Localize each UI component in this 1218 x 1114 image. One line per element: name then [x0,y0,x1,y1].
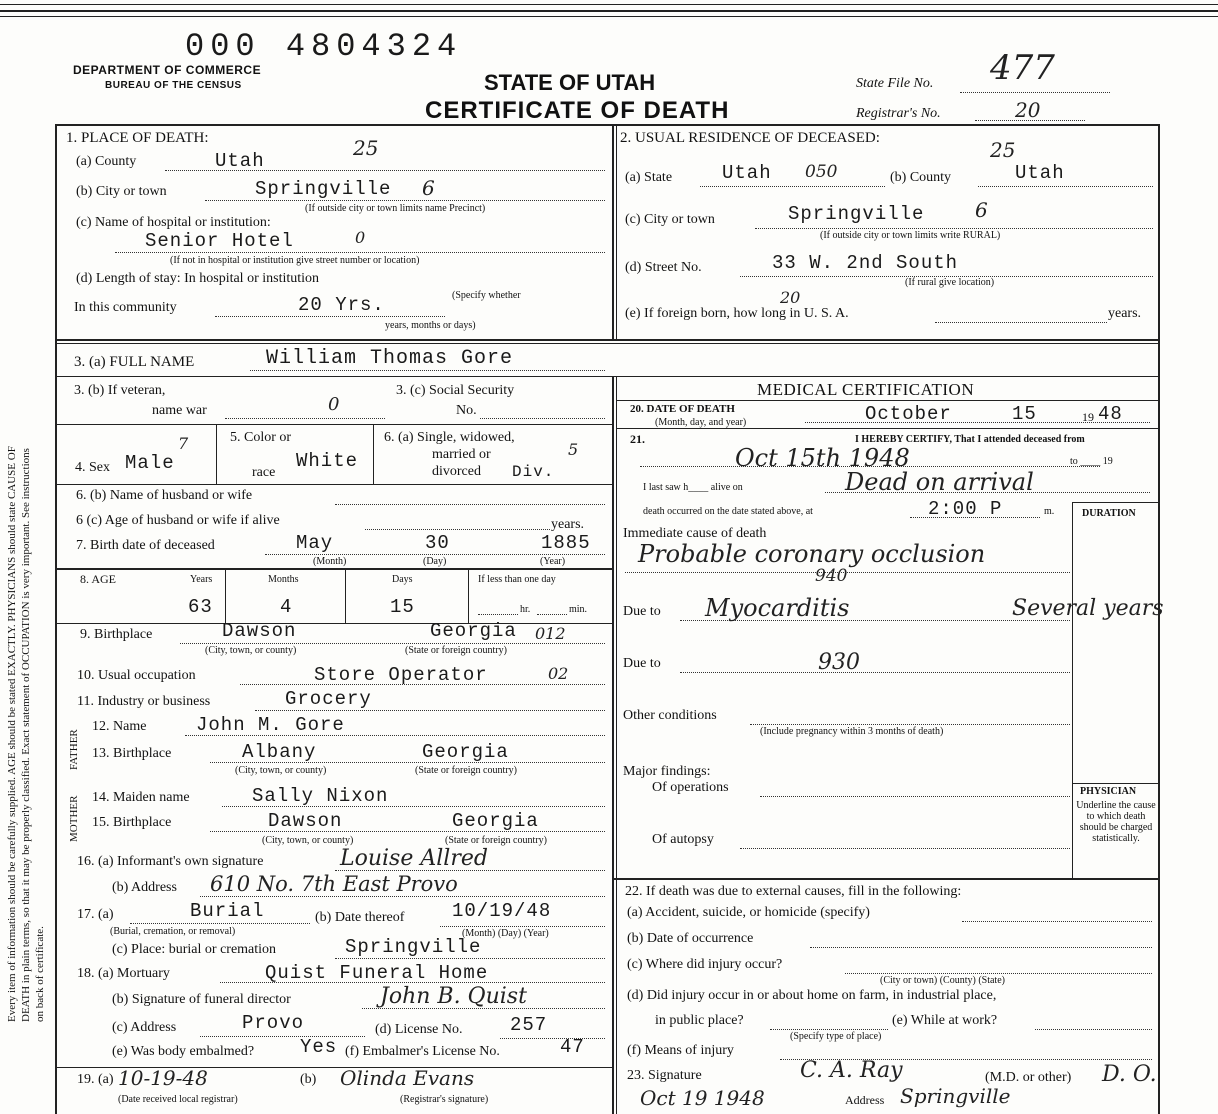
pod-stay-label: (d) Length of stay: In hospital or institution [76,271,320,286]
side-note-line3: on back of certificate. [34,926,46,1022]
ext-a-label: (a) Accident, suicide, or homicide (specify) [627,905,870,920]
occupation-label: 10. Usual occupation [77,668,196,683]
age-years: 63 [188,596,213,618]
other-conditions-hint: (Include pregnancy within 3 months of death) [760,726,944,737]
ext-c-hint: (City or town) (County) (State) [880,975,1005,986]
side-note-line2: DEATH in plain terms, so that it may be properly classified. Exact statement of OCCUPATION is very important. See instructions [20,448,32,1022]
ext-d2-label: in public place? [655,1013,744,1028]
certify-text: I HEREBY CERTIFY, That I attended deceased from [855,434,1085,445]
registrar-sig-hint: (Registrar's signature) [400,1094,489,1105]
license-value: 257 [510,1014,548,1036]
burial-value: Burial [190,900,265,922]
embalmer-label: (f) Embalmer's License No. [345,1044,500,1059]
autopsy-label: Of autopsy [652,832,714,847]
license-label: (d) License No. [375,1022,463,1037]
veteran-label-a: 3. (b) If veteran, [74,383,166,398]
attended-to: to ____ 19 [1070,456,1113,467]
due-to-duration: Several years [1012,596,1164,621]
underline-note: Underline the cause to which death should be charged statistically. [1076,800,1156,844]
duration-label: DURATION [1082,508,1136,519]
due-to2-label: Due to [623,656,661,671]
operations-label: Of operations [652,780,729,795]
director-signature: John B. Quist [380,984,527,1009]
dod-day: 15 [1012,403,1037,425]
mortuary-address-value: Provo [242,1012,305,1034]
ext-f-label: (f) Means of injury [627,1043,734,1058]
physician-signature: C. A. Ray [800,1058,903,1083]
age-days-header: Days [392,574,413,585]
marital-label-c: divorced [432,464,481,479]
certificate-title: CERTIFICATE OF DEATH [425,97,730,124]
age-label: 8. AGE [80,572,116,586]
received-label: 19. (a) [77,1072,114,1087]
mother-birthplace-city: Dawson [268,810,343,832]
dod-year: 48 [1098,403,1123,425]
serial-number: 000 4804324 [185,28,463,65]
side-instructions [2,160,46,1030]
birth-day-hint: (Day) [423,556,447,567]
last-saw-value: Dead on arrival [845,468,1034,496]
mother-bp-city-hint: (City, town, or county) [262,835,354,846]
received-value: 10-19-48 [118,1066,208,1090]
birthplace-city: Dawson [222,620,297,642]
immediate-cause-code: 940 [815,566,848,586]
mother-name-label: 14. Maiden name [92,790,190,805]
birth-month: May [296,532,334,554]
res-street-hint: (If rural give location) [905,277,995,288]
age-months: 4 [280,596,293,618]
birthplace-city-hint: (City, town, or county) [205,645,297,656]
birthplace-label: 9. Birthplace [80,627,153,642]
pod-hospital-hint: (If not in hospital or institution give street number or location) [170,255,420,266]
dod-label: 20. DATE OF DEATH [630,403,735,415]
last-saw-label: I last saw h____ alive on [643,482,743,493]
veteran-value: 0 [328,394,340,415]
birth-day: 30 [425,532,450,554]
res-street-value: 33 W. 2nd South [772,252,959,274]
marital-label-b: married or [432,447,491,462]
pod-specify-hint: (Specify whether [452,290,521,301]
father-bp-city-hint: (City, town, or county) [235,765,327,776]
father-bp-state-hint: (State or foreign country) [415,765,517,776]
ext-c-label: (c) Where did injury occur? [627,957,783,972]
cert-number: 21. [630,432,645,446]
pod-community-value: 20 Yrs. [298,294,385,316]
major-findings-label: Major findings: [623,764,711,779]
dept-label: DEPARTMENT OF COMMERCE [73,63,262,77]
medical-heading: MEDICAL CERTIFICATION [757,380,975,399]
burial-hint: (Burial, cremation, or removal) [110,926,236,937]
informant-address-label: (b) Address [112,880,177,895]
res-foreign-code: 20 [780,288,801,307]
occupation-code: 02 [548,664,569,683]
sex-code: 7 [178,434,189,453]
race-value: White [296,450,359,472]
res-county-value: Utah [1015,162,1065,184]
dod-year-prefix: 19 [1082,410,1094,424]
signature-label: 23. Signature [627,1068,702,1083]
veteran-label-b: name war [152,403,207,418]
date-signed: Oct 19 1948 [640,1086,765,1110]
res-state-value: Utah [722,162,772,184]
other-conditions-label: Other conditions [623,708,717,723]
mortuary-address-label: (c) Address [112,1020,177,1035]
birthplace-state: Georgia [430,620,517,642]
mother-bp-state-hint: (State or foreign country) [445,835,547,846]
birthplace-state-hint: (State or foreign country) [405,645,507,656]
burial-label: 17. (a) [77,907,114,922]
registrar-sig-prefix: (b) [300,1072,317,1087]
age-months-header: Months [268,574,299,585]
mortuary-value: Quist Funeral Home [265,962,489,984]
birth-date-label: 7. Birth date of deceased [76,538,215,553]
res-county-label: (b) County [890,170,952,185]
residence-heading: 2. USUAL RESIDENCE OF DECEASED: [620,130,880,146]
pod-county-value: Utah [215,150,265,172]
res-foreign-label: (e) If foreign born, how long in U. S. A. [625,306,849,321]
mother-birthplace-label: 15. Birthplace [92,815,172,830]
ext-d-hint: (Specify type of place) [790,1031,882,1042]
due-to2-value: 930 [818,650,860,675]
sex-value: Male [125,452,175,474]
industry-value: Grocery [285,688,372,710]
informant-label: 16. (a) Informant's own signature [77,854,264,869]
state-heading: STATE OF UTAH [484,70,656,95]
state-file-value: 477 [990,48,1055,88]
marital-label-a: 6. (a) Single, widowed, [384,430,515,445]
bureau-label: BUREAU OF THE CENSUS [105,80,242,91]
father-side-label: FATHER [68,729,80,770]
birth-month-hint: (Month) [313,556,347,567]
birth-year: 1885 [541,532,591,554]
res-city-value: Springville [788,203,925,225]
place-of-death-heading: 1. PLACE OF DEATH: [66,130,209,146]
race-label: race [252,465,276,480]
informant-signature: Louise Allred [340,846,488,871]
father-birthplace-city: Albany [242,741,317,763]
embalmer-value: 47 [560,1036,585,1058]
date-thereof-hint: (Month) (Day) (Year) [462,928,549,939]
full-name-label: 3. (a) FULL NAME [74,354,195,370]
res-city-label: (c) City or town [625,212,715,227]
res-years-label: years. [1108,306,1142,321]
death-time-m: m. [1044,506,1055,517]
registrar-signature: Olinda Evans [340,1066,475,1090]
side-note-line1: Every item of information should be carefully supplied. AGE should be stated EXACTLY. PHYSICIANS should state CAUSE OF [6,446,18,1022]
embalmed-value: Yes [300,1036,338,1058]
mortuary-label: 18. (a) Mortuary [77,966,170,981]
father-name-label: 12. Name [92,719,147,734]
mother-birthplace-state: Georgia [452,810,539,832]
ext-d-label: (d) Did injury occur in or about home on farm, in industrial place, [627,988,997,1003]
physician-address-label: Address [845,1093,885,1107]
ssn-label-b: No. [456,403,477,418]
father-name-value: John M. Gore [196,714,345,736]
pod-city-label: (b) City or town [76,184,167,199]
ext-b-label: (b) Date of occurrence [627,931,754,946]
father-birthplace-label: 13. Birthplace [92,746,172,761]
industry-label: 11. Industry or business [77,694,211,709]
res-county-code: 25 [990,138,1016,162]
embalmed-label: (e) Was body embalmed? [112,1044,255,1059]
date-thereof-label: (b) Date thereof [315,910,405,925]
pod-city-hint: (If outside city or town limits name Precinct) [305,203,486,214]
state-file-label: State File No. [856,76,934,91]
external-causes-label: 22. If death was due to external causes, fill in the following: [625,884,962,899]
pod-hospital-code: 0 [355,228,366,247]
spouse-age-label: 6 (c) Age of husband or wife if alive [76,513,280,528]
ext-e-label: (e) While at work? [892,1013,998,1028]
occupation-value: Store Operator [314,664,488,686]
mother-name-value: Sally Nixon [252,785,389,807]
informant-address-value: 610 No. 7th East Provo [210,872,458,896]
received-hint: (Date received local registrar) [118,1094,238,1105]
md-value: D. O. [1102,1062,1157,1087]
dod-month: October [865,403,952,425]
full-name-value: William Thomas Gore [266,347,514,370]
immediate-cause-value: Probable coronary occlusion [638,540,986,568]
md-label: (M.D. or other) [985,1070,1072,1085]
pod-city-value: Springville [255,178,392,200]
res-state-code: 050 [805,162,838,182]
birthplace-code: 012 [535,624,566,643]
due-to-value: Myocarditis [705,594,850,622]
date-thereof-value: 10/19/48 [452,900,552,922]
sex-label: 4. Sex [75,460,110,475]
age-hr-label: hr. [520,604,531,615]
res-state-label: (a) State [625,170,673,185]
res-street-label: (d) Street No. [625,260,702,275]
res-city-hint: (If outside city or town limits write RURAL) [820,230,1001,241]
pod-city-code: 6 [422,176,435,200]
place-burial-value: Springville [345,936,482,958]
pod-hospital-label: (c) Name of hospital or institution: [76,215,271,230]
father-birthplace-state: Georgia [422,741,509,763]
birth-year-hint: (Year) [540,556,566,567]
pod-community-label: In this community [74,300,177,315]
age-years-header: Years [190,574,213,585]
spouse-years-label: years. [551,517,585,532]
pod-county-label: (a) County [76,154,137,169]
pod-ymd-hint: years, months or days) [385,320,476,331]
marital-value: Div. [512,463,555,481]
age-min-label: min. [569,604,588,615]
mother-side-label: MOTHER [68,795,80,842]
due-to-label: Due to [623,604,661,619]
physician-address-value: Springville [900,1084,1011,1108]
attended-from: Oct 15th 1948 [735,444,910,472]
pod-hospital-value: Senior Hotel [145,230,294,252]
age-lessday-header: If less than one day [478,574,556,585]
dod-hint: (Month, day, and year) [655,417,747,428]
immediate-cause-label: Immediate cause of death [623,526,767,541]
pod-county-code: 25 [353,136,379,160]
physician-label: PHYSICIAN [1080,786,1137,797]
director-label: (b) Signature of funeral director [112,992,291,1007]
registrar-label: Registrar's No. [856,106,941,121]
registrar-value: 20 [1015,98,1041,122]
marital-code: 5 [568,440,579,459]
ssn-label-a: 3. (c) Social Security [396,383,515,398]
res-city-code: 6 [975,198,988,222]
death-time: 2:00 P [928,498,1003,520]
spouse-name-label: 6. (b) Name of husband or wife [76,488,253,503]
place-burial-label: (c) Place: burial or cremation [112,942,277,957]
death-occurred-text: death occurred on the date stated above, at [643,506,813,517]
color-label: 5. Color or [230,430,292,445]
age-days: 15 [390,596,415,618]
